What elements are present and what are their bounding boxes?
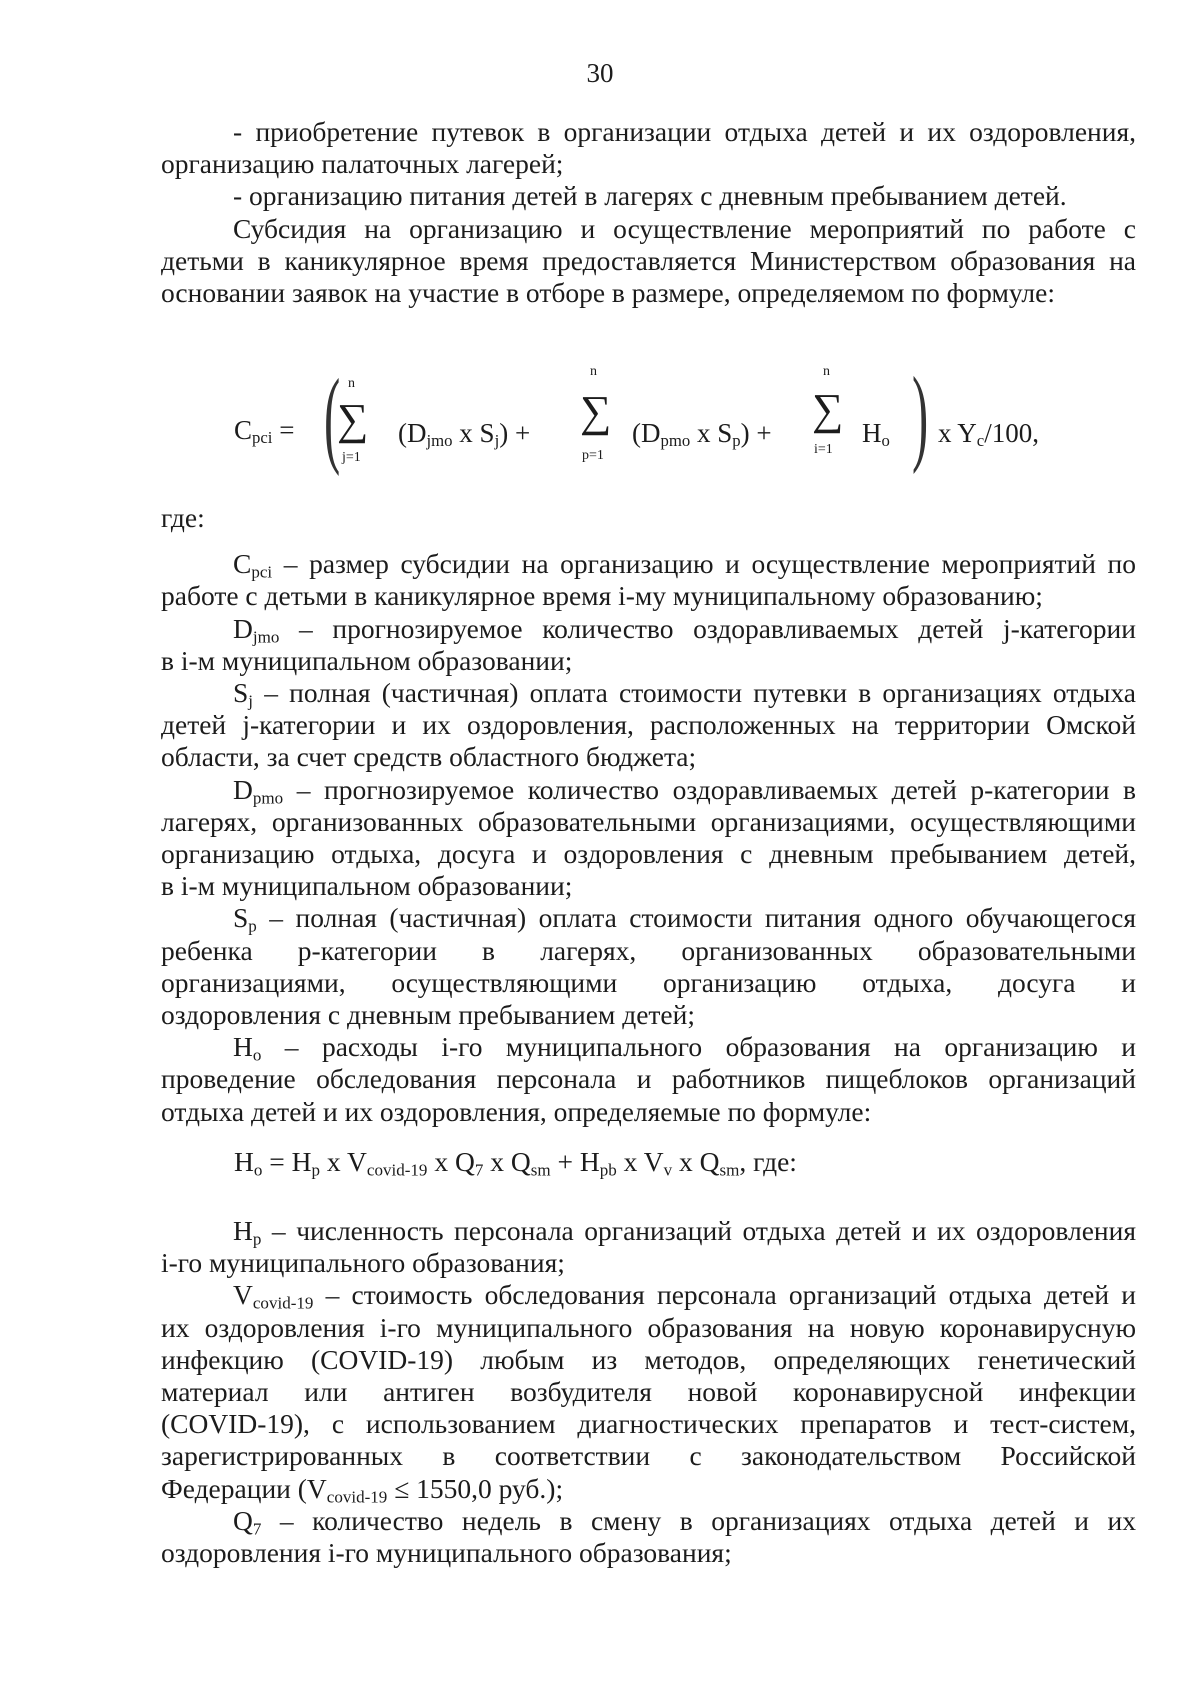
page-number: 30 — [586, 58, 614, 88]
def-vcovid-line5: (COVID-19), с использованием диагностических препаратов и тест-систем, — [161, 1408, 1136, 1440]
def-dpmo-line4: в i-м муниципальном образовании; — [161, 870, 573, 902]
def-vcovid-line3: инфекцию (COVID-19) любым из методов, определяющих генетический — [161, 1343, 1136, 1375]
subsidy-formula — [0, 356, 1200, 490]
p3-line2: детьми в каникулярное время предоставляется Министерством образования на — [161, 244, 1136, 276]
sum3-sigma: ∑ — [812, 385, 844, 434]
def-vcovid-line6: зарегистрированных в соответствии с законодательством Российской — [161, 1440, 1136, 1472]
def-sp-line2: ребенка p-категории в лагерях, организованных образовательными — [161, 934, 1136, 966]
p1-line2: организацию палаточных лагерей; — [161, 148, 564, 180]
close-paren: ) — [912, 356, 929, 475]
term1: ($D_{jmo}$ x $S_j$) + — [398, 418, 531, 451]
sum2-lower: p=1 — [582, 448, 604, 463]
def-vcovid-line4: материал или антиген возбудителя новой коронавирусной инфекции — [161, 1376, 1136, 1408]
def-hp-line2: i-го муниципального образования; — [161, 1247, 565, 1279]
def-sp-line3: организациями, осуществляющими организацию отдыха, досуга и — [161, 966, 1136, 998]
def-sp-line1: $S_p$ – полная (частичная) оплата стоимости питания одного обучающегося — [233, 902, 1136, 936]
definitions-block — [161, 502, 1136, 1128]
p2: - организацию питания детей в лагерях с дневным пребыванием детей. — [233, 180, 1067, 212]
where-label: где: — [161, 502, 205, 533]
sum3-upper: n — [823, 364, 830, 379]
def-ho-line3: отдыха детей и их оздоровления, определяемые по формуле: — [161, 1095, 872, 1127]
open-paren: ( — [324, 358, 341, 477]
p3-line3: основании заявок на участие в отборе в размере, определяемом по формуле: — [161, 277, 1056, 309]
def-vcovid-line1: $V_{covid-19}$ – стоимость обследования персонала организаций отдыха детей и — [233, 1279, 1136, 1313]
expenses-formula: $H_o = H_p$ x $V_{covid-19}$ x $Q_7$ x $Q_{sm} + H_{pb}$ x $V_v$ x $Q_{sm}$, где: — [234, 1146, 797, 1180]
formula-lhs: $C_{pci}$ = — [234, 415, 295, 448]
def-q7-line2: оздоровления i-го муниципального образования; — [161, 1537, 732, 1569]
term2: ($D_{pmo}$ x $S_p$) + — [632, 418, 772, 451]
def-vcovid-line7: Федерации ($V_{covid-19} \le 1550,0$ руб.); — [161, 1472, 564, 1506]
sum1-lower: j=1 — [342, 450, 361, 465]
def-dpmo-line1: $D_{pmo}$ – прогнозируемое количество оздоравливаемых детей p-категории в — [233, 773, 1136, 807]
sum2-sigma: ∑ — [580, 387, 612, 436]
formula-tail: x $Y_c/100$, — [938, 418, 1039, 451]
def-hp-line1: $H_p$ – численность персонала организаций отдыха детей и их оздоровления — [233, 1215, 1136, 1249]
def-dpmo-line3: организацию отдыха, досуга и оздоровления с дневным пребыванием детей, — [161, 838, 1136, 870]
def-dpmo-line2: лагерях, организованных образовательными организациями, осуществляющими — [161, 805, 1136, 837]
intro-text — [161, 116, 1136, 309]
sum2-upper: n — [590, 364, 597, 379]
def-ho-line1: $H_o$ – расходы i-го муниципального образования на организацию и — [233, 1031, 1136, 1065]
p3-line1: Субсидия на организацию и осуществление мероприятий по работе с — [233, 212, 1136, 244]
def-djmo-line2: в i-м муниципальном образовании; — [161, 644, 573, 676]
def-vcovid-line2: их оздоровления i-го муниципального образования на новую коронавирусную — [161, 1311, 1136, 1343]
sum1-sigma: ∑ — [337, 395, 369, 444]
def-djmo-line1: $D_{jmo}$ – прогнозируемое количество оздоравливаемых детей j-категории — [233, 612, 1136, 646]
p1-line1: - приобретение путевок в организации отдыха детей и их оздоровления, — [233, 116, 1136, 147]
sum1-upper: n — [348, 376, 355, 391]
def-cpci-line2: работе с детьми в каникулярное время i-му муниципальному образованию; — [161, 580, 1043, 612]
def-sj-line1: $S_j$ – полная (частичная) оплата стоимости путевки в организациях отдыха — [233, 677, 1136, 711]
def-q7-line1: $Q_7$ – количество недель в смену в организациях отдыха детей и их — [233, 1504, 1136, 1539]
term3: $H_o$ — [862, 418, 890, 451]
definitions-block-2 — [161, 1215, 1136, 1569]
def-sp-line4: оздоровления с дневным пребыванием детей; — [161, 999, 695, 1031]
def-sj-line2: детей j-категории и их оздоровления, расположенных на территории Омской — [161, 709, 1136, 741]
sum3-lower: i=1 — [814, 442, 833, 457]
def-cpci-line1: $C_{pci}$ – размер субсидии на организацию и осуществление мероприятий по — [233, 548, 1136, 582]
def-ho-line2: проведение обследования персонала и работников пищеблоков организаций — [161, 1063, 1136, 1095]
def-sj-line3: области, за счет средств областного бюджета; — [161, 741, 697, 773]
